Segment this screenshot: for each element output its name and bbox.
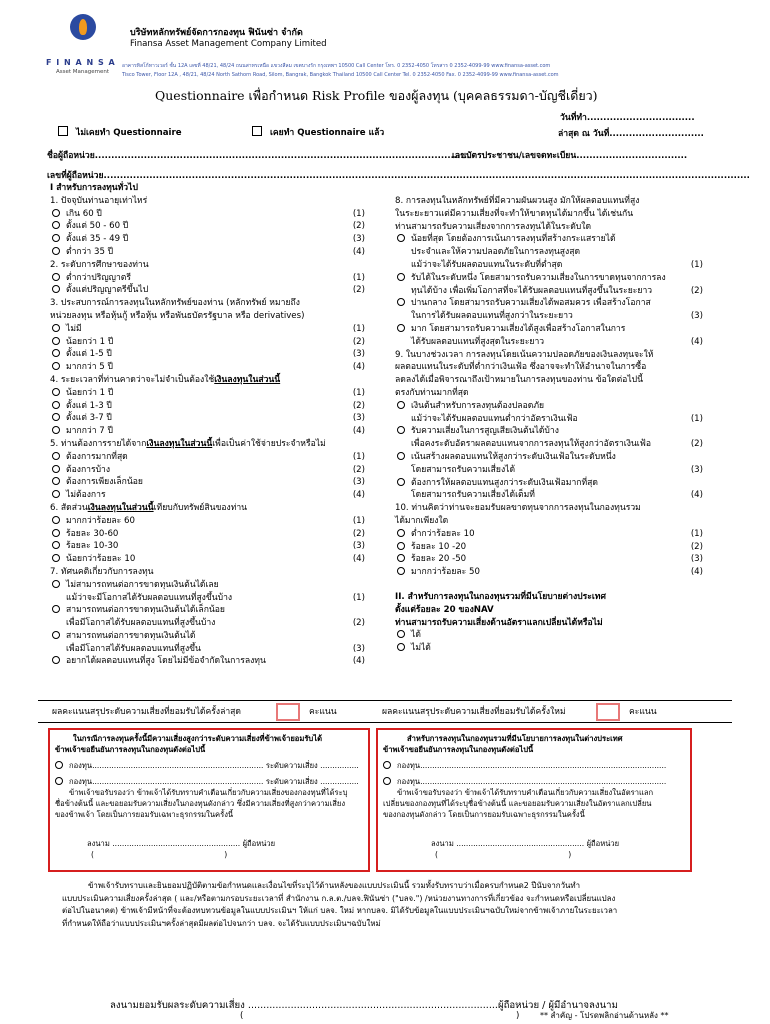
option-radio[interactable] bbox=[397, 452, 405, 460]
q3-options bbox=[50, 323, 365, 374]
fx-risk-paren: ( ) bbox=[435, 850, 572, 859]
option-radio[interactable] bbox=[397, 643, 405, 651]
company-logo bbox=[46, 14, 122, 76]
option-label: ร้อยละ 10 -20 bbox=[411, 541, 467, 552]
option-label: มากกว่า 5 ปี bbox=[66, 362, 113, 373]
q6-text: 6. สัดส่วนเงินลงทุนในส่วนนี้เทียบกับทรัพย์สินของท่าน bbox=[50, 502, 248, 513]
q9-text: ตรงกับท่านมากที่สุด bbox=[395, 387, 469, 398]
option-radio[interactable] bbox=[52, 401, 60, 409]
date-field[interactable]: วันที่ทำ................................. bbox=[560, 113, 695, 123]
option-radio[interactable] bbox=[397, 630, 405, 638]
option-radio[interactable] bbox=[52, 529, 60, 537]
q4-option[interactable] bbox=[50, 425, 365, 438]
option-score: (3) bbox=[690, 311, 703, 322]
option-score: (3) bbox=[690, 464, 703, 475]
option-radio[interactable] bbox=[52, 605, 60, 613]
option-radio[interactable] bbox=[52, 221, 60, 229]
q10-option[interactable] bbox=[395, 553, 703, 566]
q3-option[interactable] bbox=[50, 336, 365, 349]
q9-option-detail bbox=[395, 489, 703, 502]
option-score: (2) bbox=[352, 618, 365, 629]
q8-option-detail bbox=[395, 336, 703, 349]
option-radio[interactable] bbox=[52, 388, 60, 396]
q10-option[interactable] bbox=[395, 541, 703, 554]
option-label: ร้อยละ 10-30 bbox=[66, 541, 119, 552]
q10-block bbox=[395, 502, 703, 579]
option-label: ต่ำกว่าปริญญาตรี bbox=[66, 272, 131, 283]
id-number-field[interactable]: เลขบัตรประชาชน/เลขจดทะเบียน.................................. bbox=[452, 151, 688, 161]
option-score: (1) bbox=[690, 528, 703, 539]
fx-risk-title1: สำหรับการลงทุนในกองทุนรวมที่มีนโยบายการลงทุนในต่างประเทศ bbox=[407, 734, 623, 743]
fx-risk-ack3: ของกองทุนดังกล่าว โดยเป็นการยอมรับเฉพาะธุรกรรมในครั้งนี้ bbox=[383, 810, 585, 819]
option-label: ทุนได้บ้าง เพื่อเพิ่มโอกาสที่จะได้รับผลตอบแทนที่สูงขึ้นในระยะยาว bbox=[411, 285, 653, 296]
back-page-note: ** สำคัญ - โปรดพลิกอ่านด้านหลัง ** bbox=[540, 1011, 669, 1020]
q6-option[interactable] bbox=[50, 540, 365, 553]
q4-option[interactable] bbox=[50, 400, 365, 413]
holder-name-field[interactable]: ชื่อผู้ถือหน่วย................................................................................................................... bbox=[47, 151, 471, 161]
option-label: แม้ว่าจะได้รับผลตอบแทนในระดับที่ต่ำสุด bbox=[411, 259, 563, 270]
option-label: ต่ำกว่าร้อยละ 10 bbox=[411, 528, 475, 539]
q4-text: 4. ระยะเวลาที่ท่านคาดว่าจะไม่จำเป็นต้องใช้เงินลงทุนในส่วนนี้ bbox=[50, 374, 281, 385]
option-label: ตั้งแต่ 3-7 ปี bbox=[66, 413, 112, 424]
option-score: (4) bbox=[352, 362, 365, 373]
fx-fund2-radio[interactable] bbox=[383, 777, 391, 785]
q3-option[interactable] bbox=[50, 348, 365, 361]
final-paren-right: ) bbox=[516, 1011, 520, 1021]
option-label: โดยสามารถรับความเสี่ยงได้ bbox=[411, 464, 516, 475]
option-label: ตั้งแต่ 50 - 60 ปี bbox=[66, 221, 129, 232]
declaration-line4: ที่กำหนดให้ถือว่าแบบประเมินฯครั้งล่าสุดมีผลต่อไปจนกว่า บลจ. จะได้รับแบบประเมินฯฉบับใหม่ bbox=[62, 918, 381, 928]
option-score: (4) bbox=[690, 336, 703, 347]
risk-override-ack3: ของข้าพเจ้า โดยเป็นการยอมรับเฉพาะธุรกรรมในครั้งนี้ bbox=[55, 810, 234, 819]
option-score: (4) bbox=[352, 656, 365, 667]
option-label: สามารถทนต่อการขาดทุนเงินต้นได้ bbox=[66, 630, 196, 641]
q2-options bbox=[50, 272, 365, 298]
q8-option[interactable] bbox=[395, 272, 703, 285]
q6-options bbox=[50, 515, 365, 566]
q8-option-detail bbox=[395, 310, 703, 323]
score-last-box[interactable] bbox=[276, 703, 300, 721]
fx-risk-fund2[interactable]: กองทุน...................................................................................................... bbox=[383, 776, 687, 787]
q4-options bbox=[50, 387, 365, 438]
option-score: (1) bbox=[352, 272, 365, 283]
option-label: ได้รับผลตอบแทนที่สูงสุดในระยะยาว bbox=[411, 336, 545, 347]
company-name-en: Finansa Asset Management Company Limited bbox=[130, 39, 327, 49]
q7-option[interactable] bbox=[50, 655, 365, 668]
option-radio[interactable] bbox=[52, 631, 60, 639]
option-radio[interactable] bbox=[52, 362, 60, 370]
q10-option[interactable] bbox=[395, 566, 703, 579]
q7-option[interactable] bbox=[50, 630, 365, 643]
option-radio[interactable] bbox=[397, 401, 405, 409]
q8-option[interactable] bbox=[395, 323, 703, 336]
option-radio[interactable] bbox=[397, 478, 405, 486]
q6-option[interactable] bbox=[50, 515, 365, 528]
q7-text: 7. ทัศนคติเกี่ยวกับการลงทุน bbox=[50, 566, 154, 577]
option-label: มากกว่า 7 ปี bbox=[66, 426, 113, 437]
option-score: (4) bbox=[352, 246, 365, 257]
option-score: (2) bbox=[690, 541, 703, 552]
option-radio[interactable] bbox=[397, 234, 405, 242]
fx-fund1-radio[interactable] bbox=[383, 761, 391, 769]
option-score: (1) bbox=[352, 592, 365, 603]
option-radio[interactable] bbox=[397, 554, 405, 562]
option-radio[interactable] bbox=[397, 324, 405, 332]
address-en: Tisco Tower, Floor 12A , 48/21, 48/24 North Sathorn Road, Silom, Bangrak, Bangkok Thailand 10500 Call Center Tel. 0 2352-4050 Fax. 0 2352-4099-99 www.finansa-asset.com bbox=[122, 72, 559, 78]
option-score: (2) bbox=[690, 285, 703, 296]
final-paren-left: ( bbox=[240, 1011, 244, 1021]
option-label: ไม่สามารถทนต่อการขาดทุนเงินต้นได้เลย bbox=[66, 579, 219, 590]
q7-options bbox=[50, 579, 365, 669]
option-score: (4) bbox=[690, 490, 703, 501]
q9-text: ผลตอบแทนในระดับที่ต่ำกว่าเงินเฟ้อ ซึ่งอาจจะทำให้อำนาจในการซื้อ bbox=[395, 362, 647, 373]
q10-text: ได้มากเพียงใด bbox=[395, 515, 449, 526]
risk-override-ack1: ข้าพเจ้าขอรับรองว่า ข้าพเจ้าได้รับทราบคำเตือนเกี่ยวกับความเสี่ยงของกองทุนที่ได้ระบุ bbox=[69, 788, 348, 797]
logo-wordmark: F I N A N S A bbox=[46, 58, 116, 67]
option-label: สามารถทนต่อการขาดทุนเงินต้นได้เล็กน้อย bbox=[66, 605, 225, 616]
option-radio[interactable] bbox=[52, 426, 60, 434]
option-score: (1) bbox=[352, 451, 365, 462]
q3-option[interactable] bbox=[50, 361, 365, 374]
q3-text-line1: 3. ประสบการณ์การลงทุนในหลักทรัพย์ของท่าน (หลักทรัพย์ หมายถึง bbox=[50, 298, 300, 309]
option-radio[interactable] bbox=[397, 567, 405, 575]
option-label: ตั้งแต่ 35 - 49 ปี bbox=[66, 234, 129, 245]
score-new-label: ผลคะแนนสรุประดับความเสี่ยงที่ยอมรับได้ครั้งใหม่ bbox=[382, 707, 566, 717]
q8-option-detail bbox=[395, 259, 703, 272]
option-score: (2) bbox=[352, 336, 365, 347]
option-label: ได้ bbox=[411, 630, 421, 641]
option-score: (1) bbox=[352, 387, 365, 398]
option-label: ต้องการเพียงเล็กน้อย bbox=[66, 477, 143, 488]
option-radio[interactable] bbox=[397, 529, 405, 537]
option-label: ร้อยละ 30-60 bbox=[66, 528, 119, 539]
q9-option[interactable] bbox=[395, 425, 703, 438]
option-score: (3) bbox=[352, 541, 365, 552]
q5-option[interactable] bbox=[50, 489, 365, 502]
section-2-options bbox=[395, 629, 703, 655]
option-label: น้อยกว่า 1 ปี bbox=[66, 387, 114, 398]
q9-option-detail bbox=[395, 413, 703, 426]
q8-text: ท่านสามารถรับความเสี่ยงจากการลงทุนได้ในระดับใด bbox=[395, 221, 592, 232]
divider-mid bbox=[38, 722, 732, 723]
score-last-unit: คะแนน bbox=[309, 707, 337, 717]
option-radio[interactable] bbox=[52, 324, 60, 332]
option-label: เน้นสร้างผลตอบแทนให้สูงกว่าระดับเงินเฟ้อในระดับหนึ่ง bbox=[411, 451, 616, 462]
page-title: Questionnaire เพื่อกำหนด Risk Profile ของผู้ลงทุน (บุคคลธรรมดา-บัญชีเดี่ยว) bbox=[155, 88, 598, 103]
option-label: ในการได้รับผลตอบแทนที่สูงกว่าในระยะยาว bbox=[411, 311, 573, 322]
q5-options bbox=[50, 451, 365, 502]
q6-option[interactable] bbox=[50, 528, 365, 541]
divider-top bbox=[38, 700, 732, 701]
q5-option[interactable] bbox=[50, 451, 365, 464]
right-column bbox=[395, 195, 703, 655]
option-label: โดยสามารถรับความเสี่ยงได้เต็มที่ bbox=[411, 490, 535, 501]
q5-text: 5. ท่านต้องการรายได้จากเงินลงทุนในส่วนนี้เพื่อเป็นค่าใช้จ่ายประจำหรือไม่ bbox=[50, 438, 326, 449]
option-radio[interactable] bbox=[52, 452, 60, 460]
q8-text: 8. การลงทุนในหลักทรัพย์ที่มีความผันผวนสูง มักให้ผลตอบแทนที่สูง bbox=[395, 196, 640, 206]
q4-option[interactable] bbox=[50, 387, 365, 400]
section-2-option[interactable] bbox=[395, 642, 703, 655]
q9-text: 9. ในบางช่วงเวลา การลงทุนโดยเน้นความปลอดภัยของเงินลงทุนจะให้ bbox=[395, 349, 654, 360]
option-label: เพื่อมีโอกาสได้รับผลตอบแทนที่สูงขึ้น bbox=[66, 643, 201, 654]
q9-option[interactable] bbox=[395, 451, 703, 464]
option-label: ปานกลาง โดยสามารถรับความเสี่ยงได้พอสมควร เพื่อสร้างโอกาส bbox=[411, 298, 651, 309]
option-radio[interactable] bbox=[52, 554, 60, 562]
section-2-line2: ตั้งแต่ร้อยละ 20 ของNAV bbox=[395, 604, 494, 615]
done-option[interactable]: เคยทำ Questionnaire แล้ว bbox=[252, 126, 384, 140]
risk-override-title1: ในกรณีการลงทุนครั้งนี้มีความเสี่ยงสูงกว่าระดับความเสี่ยงที่ข้าพเจ้ายอมรับได้ bbox=[73, 734, 323, 743]
option-radio[interactable] bbox=[397, 273, 405, 281]
risk-override-title2: ข้าพเจ้าขอยืนยันการลงทุนในกองทุนดังต่อไปนี้ bbox=[55, 745, 206, 754]
option-radio[interactable] bbox=[52, 285, 60, 293]
q9-text: ลดลงได้เมื่อพิจารณาถึงเป้าหมายในการลงทุนของท่าน ข้อใดต่อไปนี้ bbox=[395, 375, 643, 386]
option-radio[interactable] bbox=[52, 656, 60, 664]
option-score: (2) bbox=[352, 464, 365, 475]
risk-override-ack2: ชื่อข้างต้นนี้ และขอยอมรับความเสี่ยงในกองทุนดังกล่าว ซึ่งมีความเสี่ยงที่สูงกว่าความเสี่ยง bbox=[55, 799, 346, 808]
option-score: (4) bbox=[352, 554, 365, 565]
option-score: (2) bbox=[690, 439, 703, 450]
option-radio[interactable] bbox=[397, 426, 405, 434]
option-radio[interactable] bbox=[52, 541, 60, 549]
risk-override-fund1[interactable]: กองทุน....................................................................... ระดับความเสี่ยง ................ bbox=[55, 760, 365, 771]
option-score: (1) bbox=[690, 259, 703, 270]
score-new-box[interactable] bbox=[596, 703, 620, 721]
logo-flame-icon bbox=[79, 19, 87, 35]
fx-risk-title2: ข้าพเจ้าขอยืนยันการลงทุนในกองทุนดังต่อไปนี้ bbox=[383, 745, 534, 754]
q7-option-detail bbox=[50, 617, 365, 630]
section-1-heading: I สำหรับการลงทุนทั่วไป bbox=[50, 183, 138, 193]
risk-override-fund2[interactable]: กองทุน....................................................................... ระดับความเสี่ยง ................ bbox=[55, 776, 365, 787]
option-score: (3) bbox=[690, 554, 703, 565]
risk-override-content bbox=[55, 733, 365, 860]
q1-option[interactable] bbox=[50, 220, 365, 233]
option-label: น้อยที่สุด โดยต้องการเน้นการลงทุนที่สร้างกระแสรายได้ bbox=[411, 234, 616, 245]
q6-option[interactable] bbox=[50, 553, 365, 566]
q9-option-detail bbox=[395, 438, 703, 451]
q9-block bbox=[395, 349, 703, 503]
option-score: (3) bbox=[352, 234, 365, 245]
score-last-label: ผลคะแนนสรุประดับความเสี่ยงที่ยอมรับได้ครั้งล่าสุด bbox=[52, 707, 241, 717]
q8-option-detail bbox=[395, 246, 703, 259]
option-label: ต้องการบ้าง bbox=[66, 464, 111, 475]
fund2-radio[interactable] bbox=[55, 777, 63, 785]
option-label: แม้ว่าจะมีโอกาสได้รับผลตอบแทนที่สูงขึ้นบ้าง bbox=[66, 592, 233, 603]
risk-override-paren: ( ) bbox=[91, 850, 228, 859]
declaration-line2: แบบประเมินความเสี่ยงครั้งล่าสุด ( และ/หรือตามกรอบระยะเวลาที่ สำนักงาน ก.ล.ต./บลจ.ฟินันซ่า ("บลจ.") /หน่วยงานทางการที่เกี่ยวข้อง จะกำหนดหรือเปลี่ยนแปลง bbox=[62, 893, 616, 903]
option-score: (3) bbox=[352, 413, 365, 424]
option-label: เงินต้นสำหรับการลงทุนต้องปลอดภัย bbox=[411, 400, 545, 411]
option-score: (2) bbox=[352, 221, 365, 232]
q8-option[interactable] bbox=[395, 297, 703, 310]
option-score: (1) bbox=[352, 323, 365, 334]
q8-text: ในระยะยาวแต่มีความเสี่ยงที่จะทำให้ขาดทุนได้มากขึ้น ได้เช่นกัน bbox=[395, 208, 634, 219]
option-radio[interactable] bbox=[52, 337, 60, 345]
logo-subtitle: Asset Management bbox=[56, 69, 110, 75]
option-label: ตั้งแต่ 1-3 ปี bbox=[66, 400, 112, 411]
section-2-option[interactable] bbox=[395, 629, 703, 642]
q7-option[interactable] bbox=[50, 579, 365, 592]
option-label: เพื่อคงระดับอัตราผลตอบแทนจากการลงทุนให้สูงกว่าอัตราเงินเฟ้อ bbox=[411, 439, 651, 450]
never-done-option[interactable]: ไม่เคยทำ Questionnaire bbox=[58, 126, 182, 140]
address-th: อาคารทิสโก้ทาวเวอร์ ชั้น 12A เลขที่ 48/21, 48/24 ถนนสาทรเหนือ แขวงสีลม เขตบางรัก กรุงเทพฯ 10500 Call Center โทร. 0 2352-4050 โทรสาร 0 2352-4099-99 www.finansa-asset.com bbox=[122, 63, 551, 69]
option-radio[interactable] bbox=[52, 465, 60, 473]
option-label: อยากได้ผลตอบแทนที่สูง โดยไม่มีข้อจำกัดในการลงทุน bbox=[66, 656, 266, 667]
option-label: น้อยกว่าร้อยละ 10 bbox=[66, 554, 136, 565]
option-label: รับได้ในระดับหนึ่ง โดยสามารถรับความเสี่ยงในการขาดทุนจากการลง bbox=[411, 272, 666, 283]
option-label: ไม่มี bbox=[66, 323, 82, 334]
option-label: รับความเสี่ยงในการสูญเสียเงินต้นได้บ้าง bbox=[411, 426, 559, 437]
option-score: (4) bbox=[352, 426, 365, 437]
option-label: ต้องการให้ผลตอบแทนสูงกว่าระดับเงินเฟ้อมากที่สุด bbox=[411, 477, 598, 488]
option-score: (2) bbox=[352, 528, 365, 539]
latest-date-field[interactable]: ล่าสุด ณ วันที่............................. bbox=[558, 129, 704, 139]
risk-override-sign[interactable]: ลงนาม ..................................................... ผู้ถือหน่วย bbox=[87, 839, 276, 848]
option-label: มาก โดยสามารถรับความเสี่ยงได้สูงเพื่อสร้างโอกาสในการ bbox=[411, 323, 626, 334]
q8-option[interactable] bbox=[395, 233, 703, 246]
q1-text: 1. ปัจจุบันท่านอายุเท่าไหร่ bbox=[50, 195, 148, 206]
option-radio[interactable] bbox=[52, 516, 60, 524]
q9-option[interactable] bbox=[395, 400, 703, 413]
option-label: ต้องการมากที่สุด bbox=[66, 451, 128, 462]
q1-option[interactable] bbox=[50, 208, 365, 221]
option-radio[interactable] bbox=[52, 413, 60, 421]
fx-risk-content bbox=[383, 733, 687, 860]
q1-options bbox=[50, 208, 365, 259]
q7-option[interactable] bbox=[50, 604, 365, 617]
option-radio[interactable] bbox=[397, 298, 405, 306]
option-score: (1) bbox=[352, 515, 365, 526]
q9-option-detail bbox=[395, 464, 703, 477]
q1-option[interactable] bbox=[50, 233, 365, 246]
option-score: (4) bbox=[352, 490, 365, 501]
option-label: ตั้งแต่ปริญญาตรีขึ้นไป bbox=[66, 285, 149, 296]
option-label: ไม่ได้ bbox=[411, 643, 431, 654]
q2-option[interactable] bbox=[50, 284, 365, 297]
q5-option[interactable] bbox=[50, 464, 365, 477]
option-score: (3) bbox=[352, 477, 365, 488]
option-radio[interactable] bbox=[52, 490, 60, 498]
option-score: (1) bbox=[690, 413, 703, 424]
declaration-line3: ต่อไปในอนาคต) ข้าพเจ้ามีหน้าที่จะต้องทบทวนข้อมูลในแบบประเมินฯ ให้แก่ บลจ. ใหม่ หากบลจ. มิได้รับข้อมูลในแบบประเมินฯฉบับใหม่จากข้าพเจ้าภายในระยะเวลา bbox=[62, 906, 618, 915]
q10-text: 10. ท่านคิดว่าท่านจะยอมรับผลขาดทุนจากการลงทุนในกองทุนรวม bbox=[395, 503, 641, 514]
declaration-line1: ข้าพเจ้ารับทราบและยินยอมปฏิบัติตามข้อกำหนดและเงื่อนไขที่ระบุไว้ด้านหลังของแบบประเมินนี้ รวมทั้งรับทราบว่าเมื่อครบกำหนด2 ปีนับจากวันทำ bbox=[88, 881, 581, 890]
fund1-radio[interactable] bbox=[55, 761, 63, 769]
option-radio[interactable] bbox=[397, 542, 405, 550]
q9-option[interactable] bbox=[395, 477, 703, 490]
option-radio[interactable] bbox=[52, 273, 60, 281]
q4-option[interactable] bbox=[50, 412, 365, 425]
q3-option[interactable] bbox=[50, 323, 365, 336]
fx-risk-sign[interactable]: ลงนาม ..................................................... ผู้ถือหน่วย bbox=[431, 839, 620, 848]
option-score: (1) bbox=[352, 208, 365, 219]
option-score: (3) bbox=[352, 643, 365, 654]
declaration bbox=[62, 880, 712, 930]
option-label: น้อยกว่า 1 ปี bbox=[66, 336, 114, 347]
option-label: ตั้งแต่ 1-5 ปี bbox=[66, 349, 112, 360]
option-score: (2) bbox=[352, 400, 365, 411]
option-score: (2) bbox=[352, 285, 365, 296]
fx-risk-ack2: เปลี่ยนของกองทุนที่ได้ระบุชื่อข้างต้นนี้ และขอยอมรับความเสี่ยงในอัตราแลกเปลี่ยน bbox=[383, 799, 652, 808]
option-label: ต่ำกว่า 35 ปี bbox=[66, 246, 114, 257]
score-new-unit: คะแนน bbox=[629, 707, 657, 717]
option-radio[interactable] bbox=[52, 209, 60, 217]
option-radio[interactable] bbox=[52, 477, 60, 485]
option-label: ประจำและให้ความปลอดภัยในการลงทุนสูงสุด bbox=[411, 247, 581, 258]
account-number-field[interactable]: เลขที่ผู้ถือหน่วย...................................................................................................................................................................................................... bbox=[47, 171, 750, 181]
q8-block bbox=[395, 195, 703, 349]
q8-option-detail bbox=[395, 285, 703, 298]
q3-text-line2: หน่วยลงทุน หรือหุ้นกู้ หรือหุ้น หรือพันธบัตรรัฐบาล หรือ derivatives) bbox=[50, 310, 305, 321]
fx-risk-fund1[interactable]: กองทุน...................................................................................................... bbox=[383, 760, 687, 771]
company-name-th: บริษัทหลักทรัพย์จัดการกองทุน ฟินันซ่า จำกัด bbox=[130, 28, 303, 38]
never-done-checkbox[interactable] bbox=[58, 126, 68, 136]
q10-option[interactable] bbox=[395, 528, 703, 541]
option-label: มากกว่าร้อยละ 60 bbox=[66, 515, 135, 526]
q1-option[interactable] bbox=[50, 246, 365, 259]
option-radio[interactable] bbox=[52, 580, 60, 588]
left-column bbox=[50, 182, 365, 668]
fx-risk-ack1: ข้าพเจ้าขอรับรองว่า ข้าพเจ้าได้รับทราบคำเตือนเกี่ยวกับความเสี่ยงในอัตราแลก bbox=[397, 788, 654, 797]
option-label: เกิน 60 ปี bbox=[66, 208, 102, 219]
option-label: ไม่ต้องการ bbox=[66, 490, 106, 501]
option-radio[interactable] bbox=[52, 247, 60, 255]
q2-text: 2. ระดับการศึกษาของท่าน bbox=[50, 259, 149, 270]
option-radio[interactable] bbox=[52, 234, 60, 242]
final-signature[interactable]: ลงนามยอมรับผลระดับความเสี่ยง ..................................................................................ผู้ถือหน่วย / ผู้มีอำนาจลงนาม bbox=[110, 1000, 618, 1011]
option-score: (3) bbox=[352, 349, 365, 360]
option-label: เพื่อมีโอกาสได้รับผลตอบแทนที่สูงขึ้นบ้าง bbox=[66, 618, 216, 629]
q7-option-detail bbox=[50, 592, 365, 605]
section-2-line3: ท่านสามารถรับความเสี่ยงด้านอัตราแลกเปลี่ยนได้หรือไม่ bbox=[395, 617, 603, 628]
option-label: ร้อยละ 20 -50 bbox=[411, 554, 467, 565]
option-label: มากกว่าร้อยละ 50 bbox=[411, 567, 480, 578]
option-score: (4) bbox=[690, 567, 703, 578]
section-2-line1: II. สำหรับการลงทุนในกองทุนรวมที่มีนโยบายต่างประเทศ bbox=[395, 591, 606, 602]
option-radio[interactable] bbox=[52, 349, 60, 357]
done-checkbox[interactable] bbox=[252, 126, 262, 136]
option-label: แม้ว่าจะได้รับผลตอบแทนต่ำกว่าอัตราเงินเฟ้อ bbox=[411, 413, 578, 424]
q7-option-detail bbox=[50, 643, 365, 656]
q5-option[interactable] bbox=[50, 476, 365, 489]
q2-option[interactable] bbox=[50, 272, 365, 285]
